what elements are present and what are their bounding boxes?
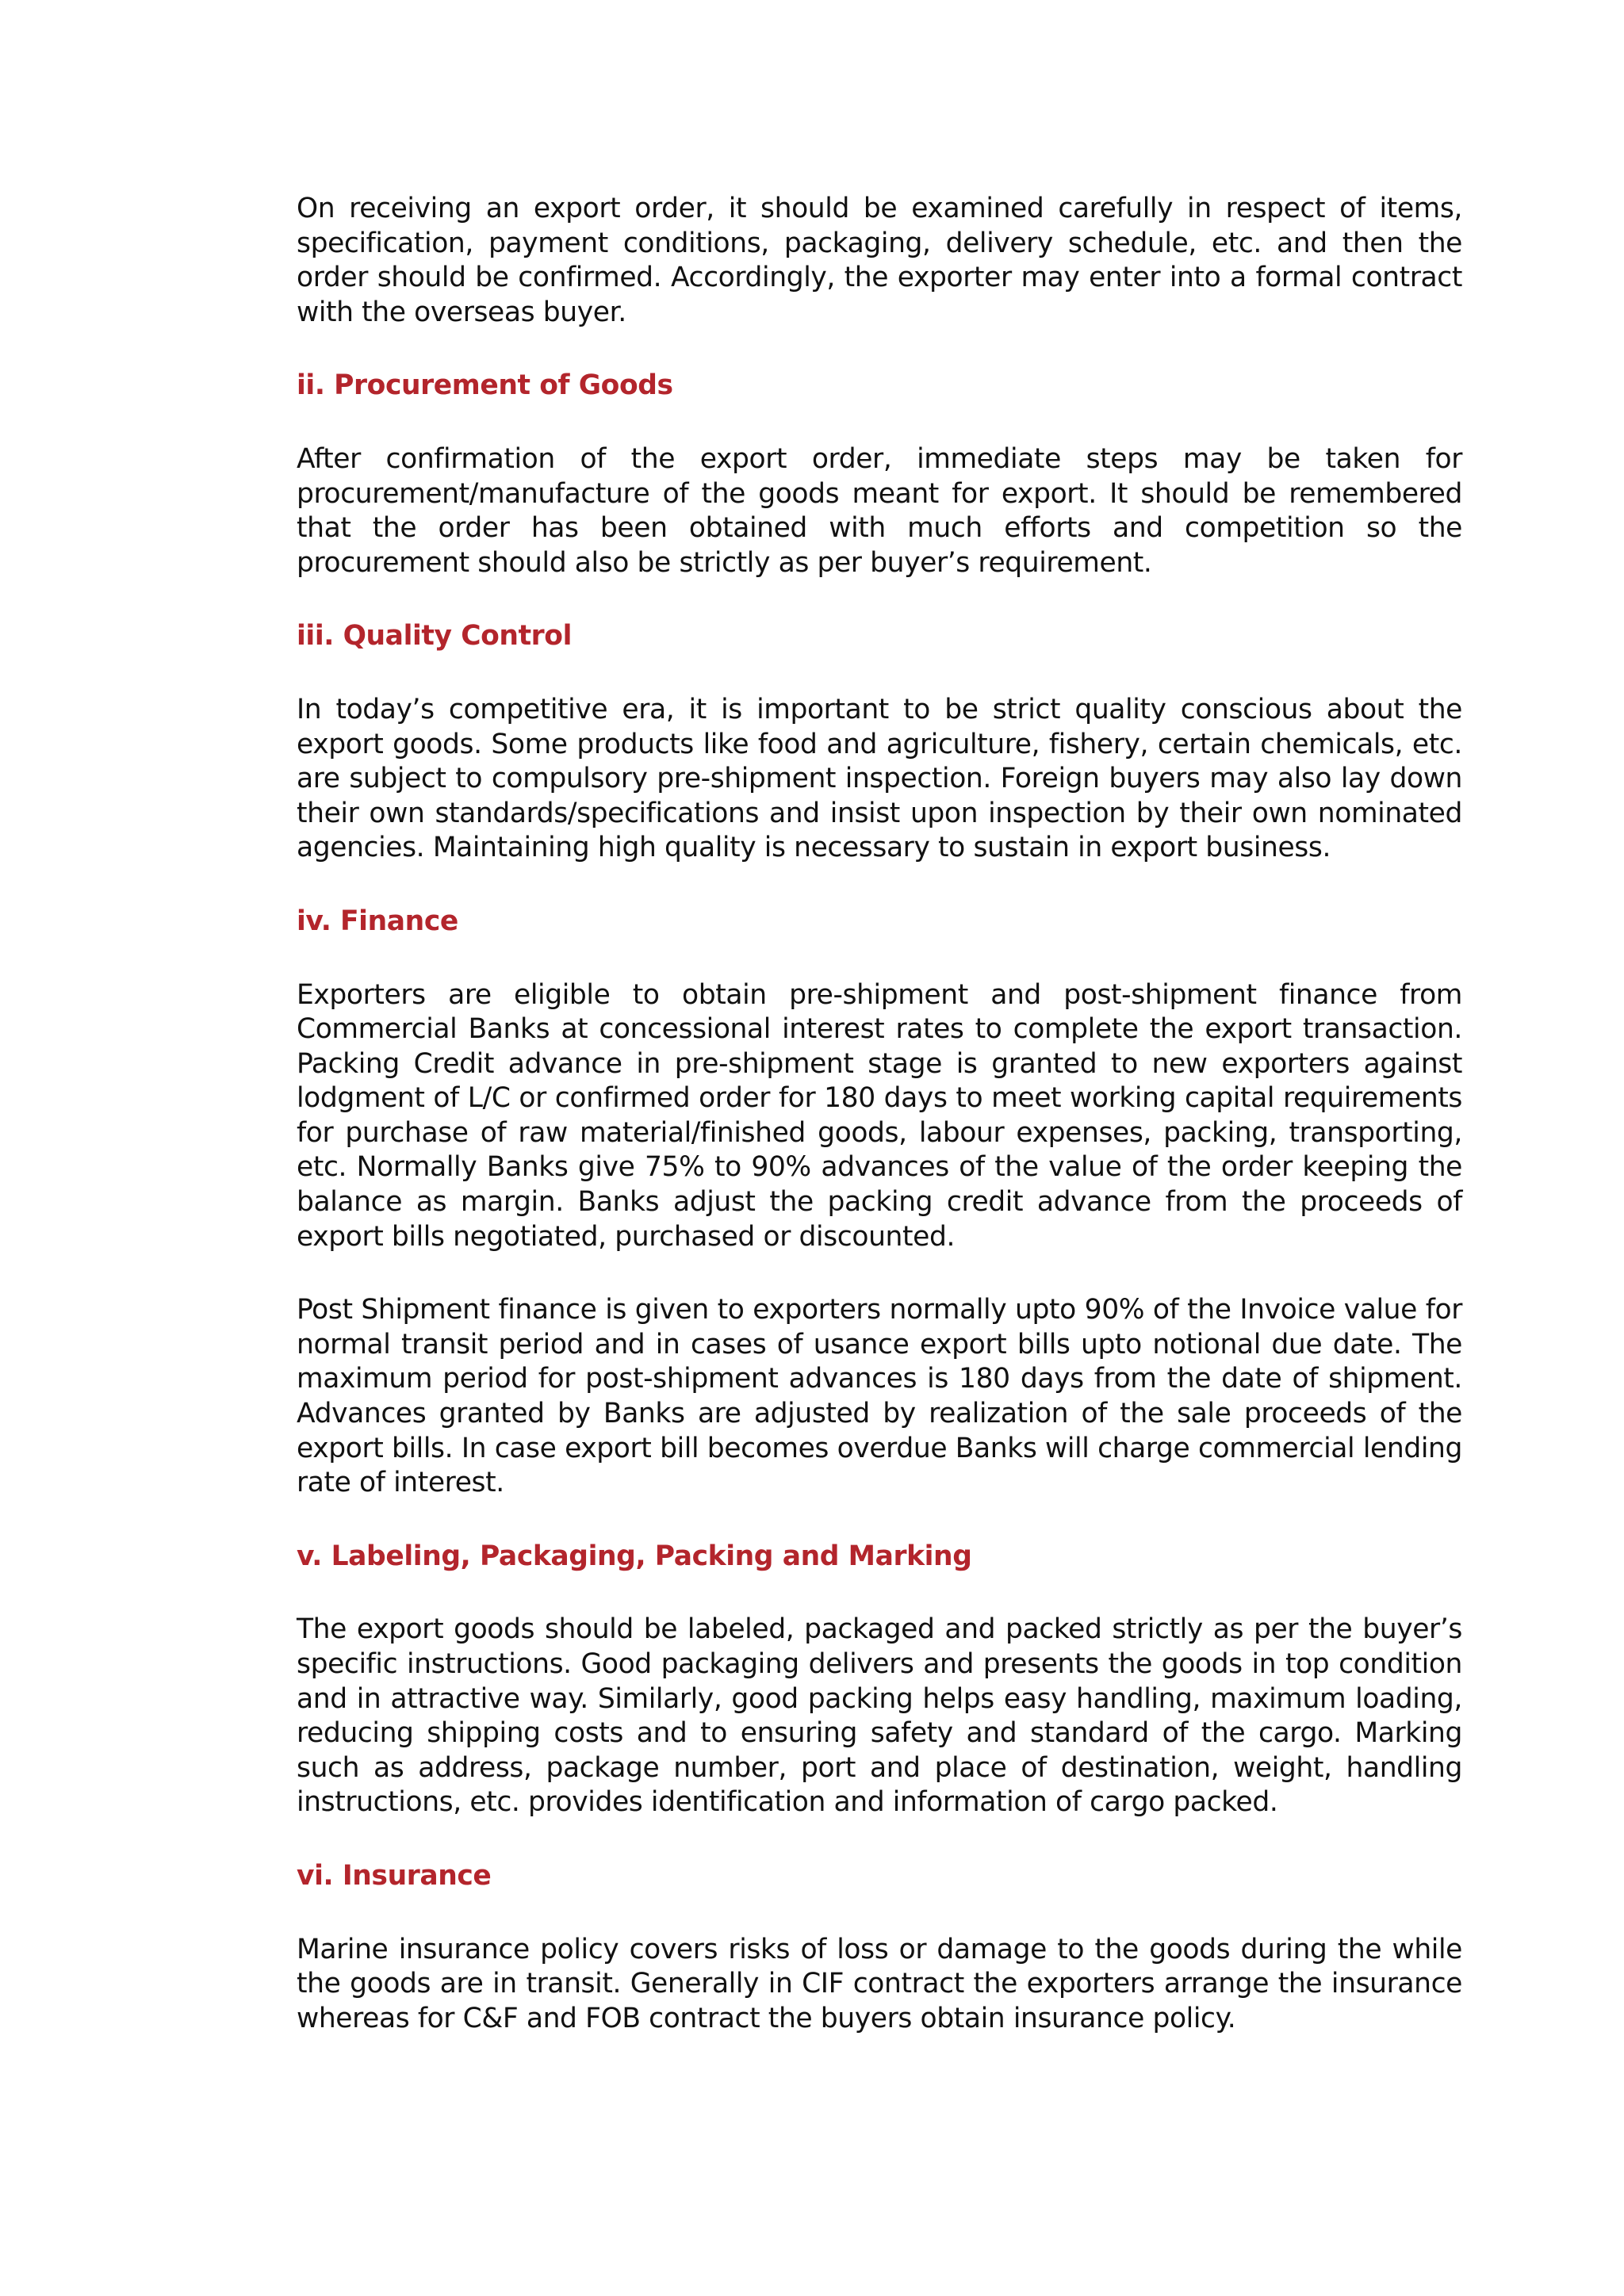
section-heading-labeling: v. Labeling, Packaging, Packing and Marking xyxy=(297,1540,972,1572)
section-heading-finance: iv. Finance xyxy=(297,905,458,937)
section-heading-insurance: vi. Insurance xyxy=(297,1859,492,1892)
intro-paragraph: On receiving an export order, it should be examined carefully in respect of items, specification, payment conditions, packaging, delivery schedule, etc. and then the order should be confirmed. Accordingly, the exporter may enter into a formal contract with the overseas buyer. xyxy=(297,193,1462,328)
quality-control-paragraph: In today’s competitive era, it is important to be strict quality conscious about the export goods. Some products like food and agriculture, fishery, certain chemicals, etc. are subject to compulsory pre-shipment inspection. Foreign buyers may also lay down their own standards/specifications and insist upon inspection by their own nominated agencies. Maintaining high quality is necessary to sustain in export business. xyxy=(297,693,1462,864)
insurance-paragraph: Marine insurance policy covers risks of loss or damage to the goods during the while the goods are in transit. Generally in CIF contract the exporters arrange the insurance whereas for C&F and FOB contract the buyers obtain insurance policy. xyxy=(297,1933,1462,2034)
procurement-paragraph: After confirmation of the export order, immediate steps may be taken for procurement/manufacture of the goods meant for export. It should be remembered that the order has been obtained with much efforts and competition so the procurement should also be strictly as per buyer’s requirement. xyxy=(297,442,1462,579)
finance-paragraph-pre-shipment: Exporters are eligible to obtain pre-shipment and post-shipment finance from Commercial Banks at concessional interest rates to complete the export transaction. Packing Credit advance in pre-shipment stage is granted to new exporters against lodgment of L/C or confirmed order for 180 days to meet working capital requirements for purchase of raw material/finished goods, labour expenses, packing, transporting, etc. Normally Banks give 75% to 90% advances of the value of the order keeping the balance as margin. Banks adjust the packing credit advance from the proceeds of export bills negotiated, purchased or discounted. xyxy=(297,978,1462,1253)
section-heading-quality-control: iii. Quality Control xyxy=(297,620,573,652)
labeling-paragraph: The export goods should be labeled, packaged and packed strictly as per the buyer’s specific instructions. Good packaging delivers and presents the goods in top condition and in attractive way. Similarly, good packing helps easy handling, maximum loading, reducing shipping costs and to ensuring safety and standard of the cargo. Marking such as address, package number, port and place of destination, weight, handling instructions, etc. provides identification and information of cargo packed. xyxy=(297,1613,1462,1819)
section-heading-procurement: ii. Procurement of Goods xyxy=(297,369,673,402)
document-page xyxy=(297,192,1462,2075)
finance-paragraph-post-shipment: Post Shipment finance is given to exporters normally upto 90% of the Invoice value for normal transit period and in cases of usance export bills upto notional due date. The maximum period for post-shipment advances is 180 days from the date of shipment. Advances granted by Banks are adjusted by realization of the sale proceeds of the export bills. In case export bill becomes overdue Banks will charge commercial lending rate of interest. xyxy=(297,1294,1462,1499)
